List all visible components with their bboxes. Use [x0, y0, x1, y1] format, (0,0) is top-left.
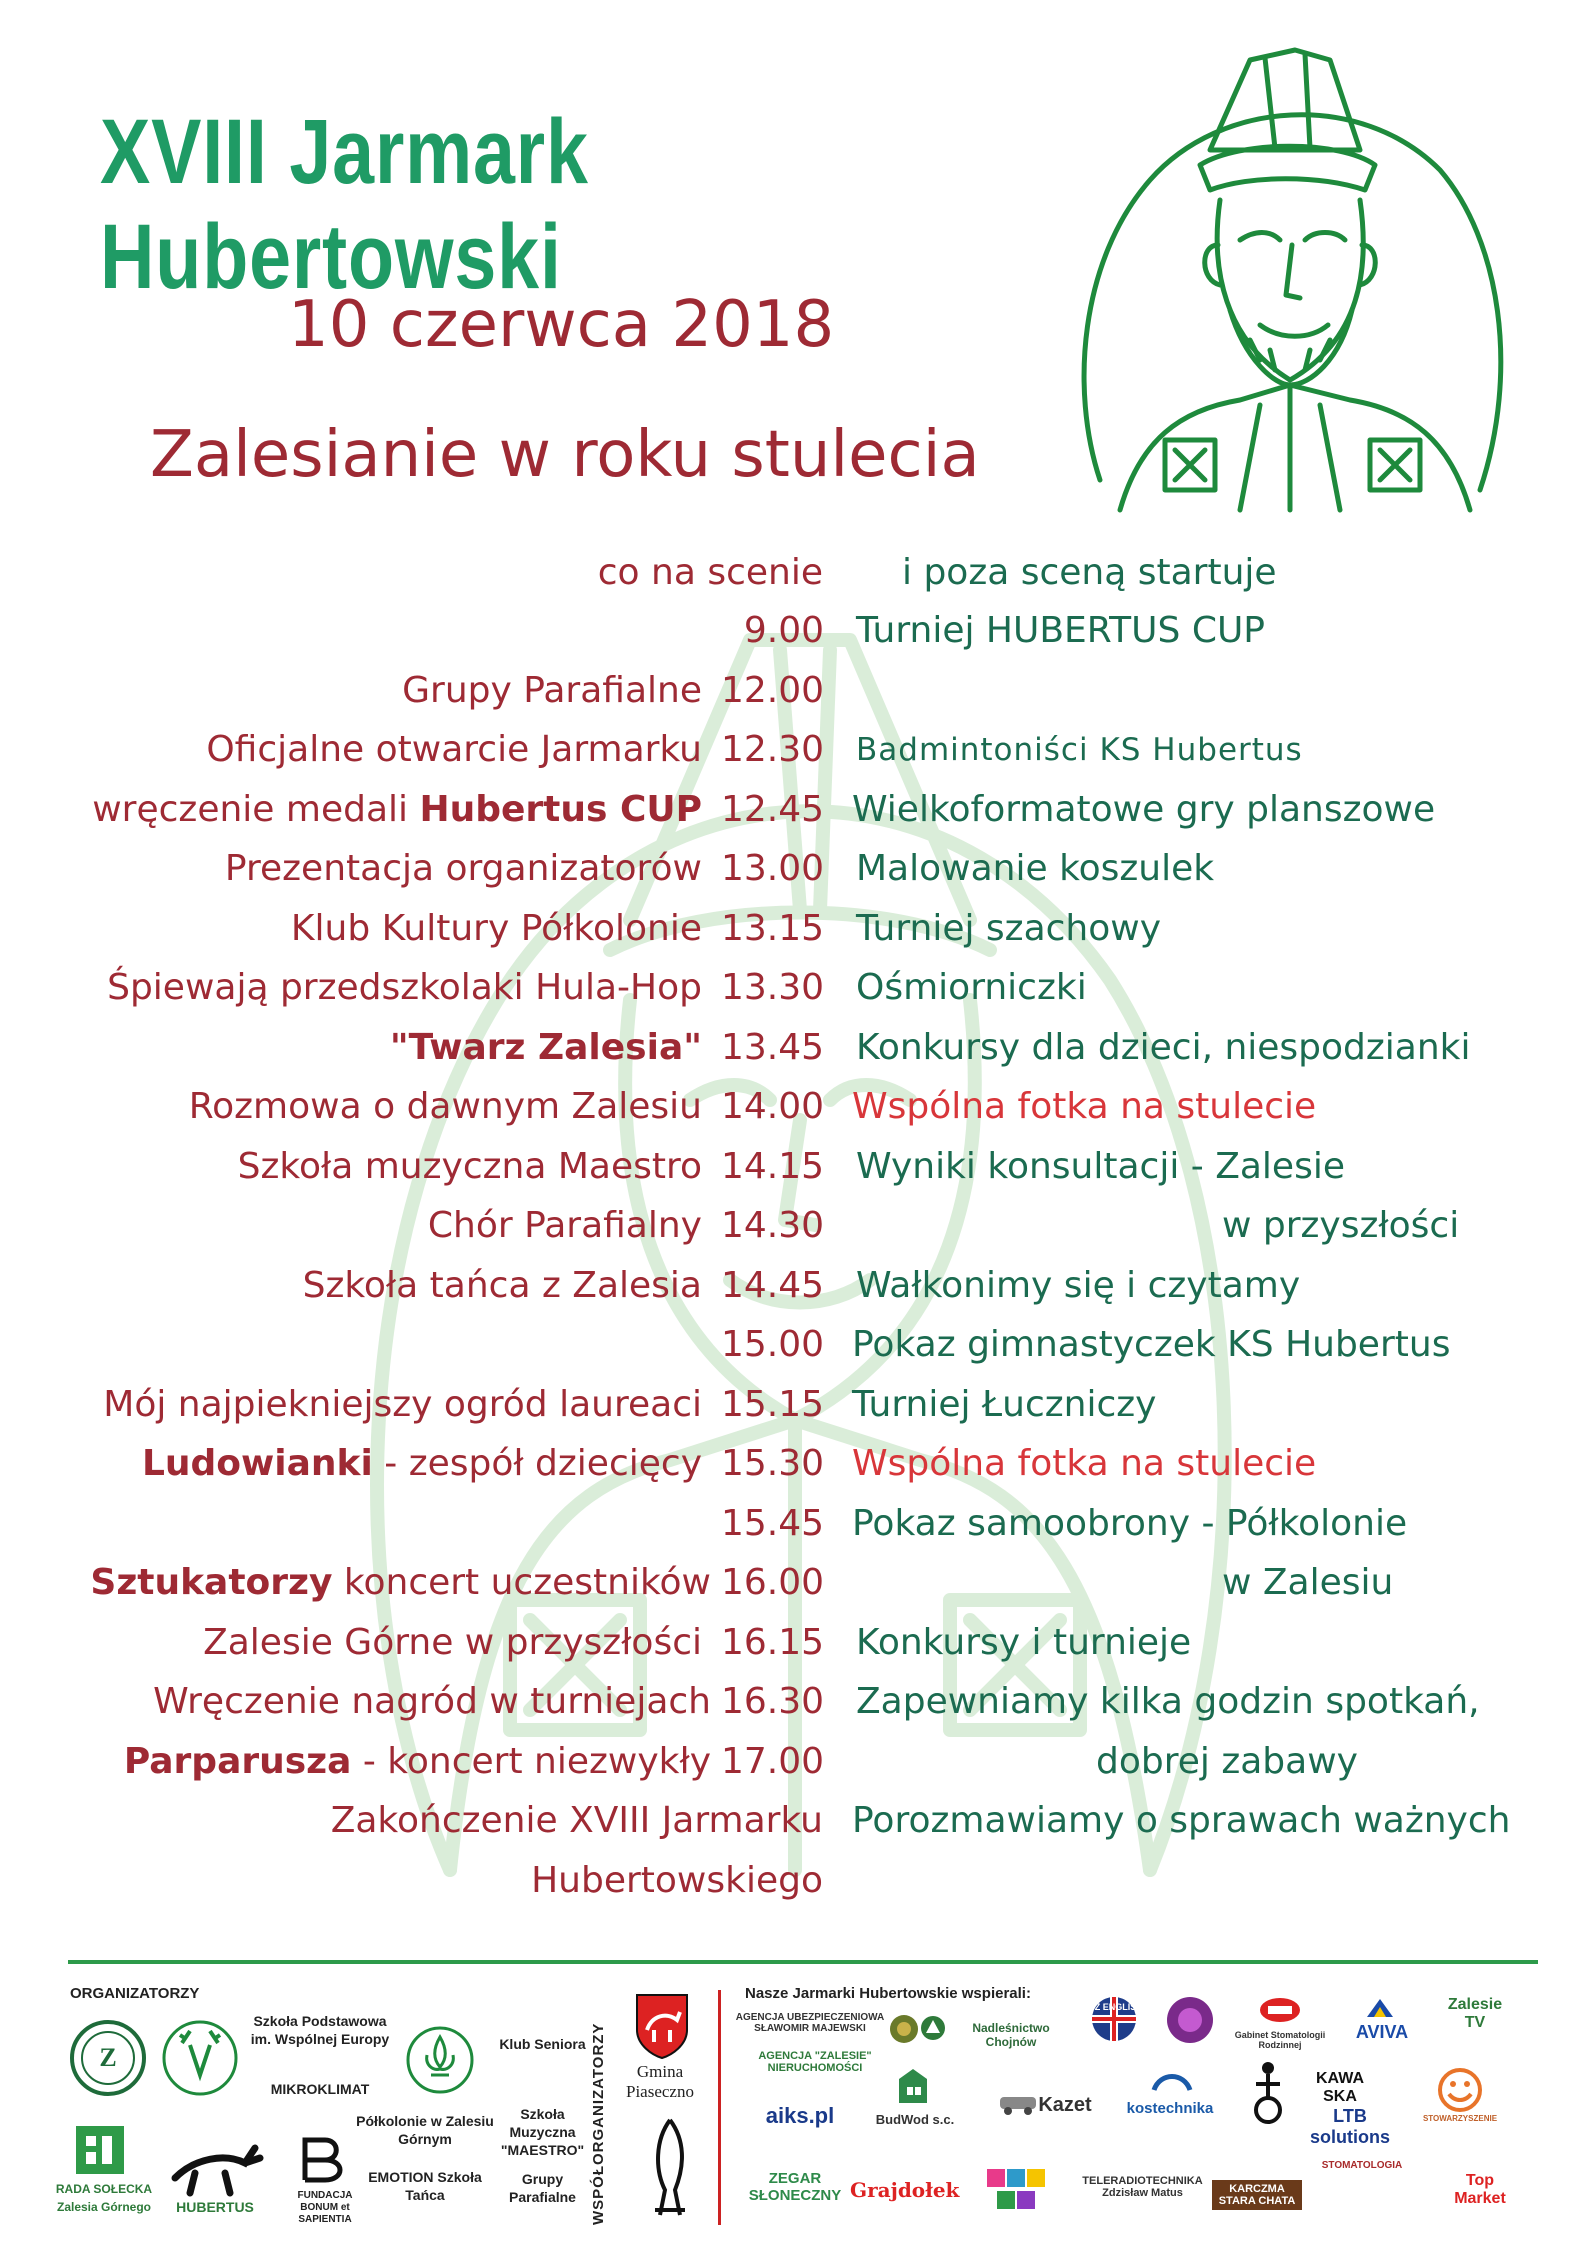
aviva-triangle-icon [1365, 1997, 1395, 2019]
fundacja-label: FUNDACJA BONUM et SAPIENTIA [297, 2190, 353, 2225]
senior-club-label: Klub Seniora [499, 2036, 586, 2052]
sponsor-nadlesnictwo: Nadleśnictwo Chojnów [972, 2021, 1050, 2049]
sponsors-separator [718, 1990, 721, 2225]
schedule-row [0, 839, 1588, 899]
rada-solecka-logo-icon [72, 2122, 128, 2178]
sponsor-kawa: KAWA SKA [1316, 2070, 1364, 2105]
page-title: XVIII Jarmark Hubertowski [100, 101, 589, 308]
schedule-row [0, 1553, 1588, 1613]
mikroklimat-deer-icon [160, 2015, 240, 2101]
event-time: 16.30 [720, 1681, 824, 1722]
stage-event: Szkoła tańca z Zalesia [302, 1264, 702, 1306]
on-stage-header: co na scenie [597, 552, 823, 593]
off-stage-event: Wspólna fotka na stulecie [852, 1443, 1317, 1484]
sponsor-agencja: AGENCJA UBEZPIECZENIOWA SŁAWOMIR MAJEWSKI [735, 2012, 885, 2034]
off-stage-header: i poza sceną startuje [902, 552, 1277, 593]
sponsor-budwod: BudWod s.c. [875, 2112, 955, 2127]
schedule-row [0, 720, 1588, 780]
off-stage-event: Malowanie koszulek [856, 848, 1215, 889]
off-stage-event: w Zalesiu [1222, 1562, 1394, 1603]
sponsor-kazet: Kazet [1038, 2094, 1092, 2116]
stage-event: wręczenie medali Hubertus CUP [92, 788, 702, 830]
event-time: 12.30 [720, 729, 824, 770]
event-time: 12.00 [720, 669, 824, 711]
event-time: 14.45 [720, 1264, 824, 1306]
sponsor-zalesie-nieruchomosci: AGENCJA "ZALESIE" NIERUCHOMOŚCI [758, 2050, 872, 2074]
sponsor-karczma: KARCZMA STARA CHATA [1212, 2180, 1302, 2210]
footer-divider [68, 1960, 1538, 1964]
event-time: 16.15 [720, 1621, 824, 1663]
schedule-row [0, 1434, 1588, 1494]
stage-event: Zalesie Górne w przyszłości [203, 1621, 702, 1663]
event-time: 14.00 [720, 1086, 824, 1127]
stage-event: Parparusza - koncert niezwykły [123, 1740, 711, 1782]
sponsor-zegar: ZEGAR SŁONECZNY [748, 2170, 842, 2204]
smiley-logo-icon [1435, 2068, 1485, 2112]
off-stage-event: Turniej szachowy [856, 907, 1162, 949]
event-time: 14.30 [720, 1205, 824, 1246]
schedule-row [0, 601, 1588, 661]
off-stage-event: Wyniki konsultacji - Zalesie [856, 1145, 1345, 1187]
schedule-row [0, 1018, 1588, 1078]
schedule-row [0, 899, 1588, 959]
polkolonie-label: Półkolonie w Zalesiu Górnym [356, 2113, 494, 2147]
stage-event: Prezentacja organizatorów [224, 848, 702, 889]
toy-blocks-icon [985, 2165, 1065, 2215]
budwod-building-icon [895, 2065, 931, 2105]
quill-figure-icon [640, 2110, 700, 2220]
off-stage-event: dobrej zabawy [1096, 1740, 1358, 1782]
off-stage-event: Ośmiorniczki [856, 967, 1087, 1008]
kostechnika-swirl-icon [1150, 2068, 1194, 2098]
stage-event-highlight: "Twarz Zalesia" [389, 1026, 702, 1068]
unicycle-icon [1250, 2060, 1286, 2124]
agencja-badge-icon [888, 2013, 920, 2045]
stage-event-highlight: Sztukatorzy [90, 1562, 333, 1603]
sponsor-stomatologia: STOMATOLOGIA [1321, 2160, 1403, 2171]
sponsor-kostechnika: kostechnika [1126, 2100, 1214, 2117]
organizers-label: ORGANIZATORZY [70, 1985, 200, 2002]
off-stage-event: Wielkoformatowe gry planszowe [852, 788, 1436, 830]
schedule-row [0, 1196, 1588, 1256]
schedule-row [0, 1256, 1588, 1316]
maestro-school-label: Szkoła Muzyczna "MAESTRO" [500, 2106, 585, 2158]
svg-text:Z: Z [99, 2043, 117, 2072]
off-stage-event: Konkursy i turnieje [856, 1621, 1192, 1663]
schedule-row [0, 1732, 1588, 1792]
event-subtitle: Zalesianie w roku stulecia [150, 418, 980, 492]
sponsor-grajdolek: Grajdołek [850, 2178, 960, 2202]
event-time: 13.45 [720, 1026, 824, 1068]
schedule-row [0, 1494, 1588, 1554]
event-time: 13.15 [720, 907, 824, 949]
rada-round-seal-icon [68, 2018, 148, 2098]
sponsor-gabinet: Gabinet Stomatologii Rodzinnej [1234, 2030, 1326, 2050]
off-stage-event: w przyszłości [1222, 1205, 1460, 1246]
nadlesnictwo-tree-icon [920, 2015, 946, 2041]
off-stage-event: Wspólna fotka na stulecie [852, 1086, 1317, 1127]
stage-event: Szkoła muzyczna Maestro [237, 1145, 702, 1187]
stage-event-highlight: Ludowianki [141, 1443, 373, 1484]
schedule-header-row [0, 543, 1588, 603]
school-name: Szkoła Podstawowa im. Wspólnej Europy [250, 2013, 390, 2047]
schedule-row [0, 1672, 1588, 1732]
stage-event: Śpiewają przedszkolaki Hula-Hop [107, 967, 702, 1008]
stage-event: Chór Parafialny [427, 1205, 702, 1246]
stage-event: Rozmowa o dawnym Zalesiu [188, 1086, 702, 1127]
event-time: 14.15 [720, 1145, 824, 1187]
gabinet-logo-icon [1258, 1996, 1302, 2024]
stage-event: Hubertowskiego [531, 1859, 823, 1901]
sponsor-ltb: LTB solutions [1310, 2106, 1390, 2147]
hubertus-club-label: HUBERTUS [176, 2199, 254, 2215]
gmina-coat-of-arms-icon [632, 1990, 692, 2060]
mikroklimat-label: MIKROKLIMAT [270, 2081, 370, 2097]
stage-event-highlight: Hubertus CUP [419, 788, 702, 830]
schedule-row [0, 1851, 1588, 1911]
schedule-row [0, 1791, 1588, 1851]
purple-badge-icon [1165, 1995, 1215, 2045]
off-stage-event: Zapewniamy kilka godzin spotkań, [856, 1681, 1480, 1722]
stage-event: Grupy Parafialne [402, 669, 702, 711]
event-time: 15.15 [720, 1383, 824, 1425]
stage-event: Klub Kultury Półkolonie [290, 907, 702, 949]
event-time: 16.00 [720, 1562, 824, 1603]
stage-event-highlight: Parparusza [123, 1740, 352, 1782]
off-stage-event: Wałkonimy się i czytamy [856, 1264, 1301, 1306]
scout-lily-icon [405, 2025, 475, 2095]
off-stage-event: Pokaz samoobrony - Półkolonie [852, 1502, 1408, 1544]
schedule-row [0, 1315, 1588, 1375]
fundacja-logo-icon [295, 2130, 355, 2190]
sponsor-top-market: Top Market [1454, 2172, 1506, 2207]
parish-groups-label: Grupy Parafialne [509, 2171, 576, 2205]
stage-event: Mój najpiekniejszy ogród laureaci [103, 1383, 702, 1425]
co-organizers-label: WSPÓŁORGANIZATORZY [590, 2022, 607, 2225]
off-stage-event: Badmintoniści KS Hubertus [856, 732, 1303, 768]
sponsor-az-english: A-Z ENGLISH [1085, 2002, 1143, 2012]
event-time: 17.00 [720, 1740, 824, 1782]
rada-solecka-label: RADA SOŁECKA Zalesia Górnego [55, 2182, 153, 2214]
off-stage-event: Konkursy dla dzieci, niespodzianki [856, 1026, 1471, 1068]
hubertus-deer-logo-icon [165, 2128, 265, 2198]
event-time: 15.30 [720, 1443, 824, 1484]
off-stage-event: Turniej Łuczniczy [852, 1383, 1157, 1425]
event-time: 9.00 [743, 610, 824, 651]
event-time: 13.30 [720, 967, 824, 1008]
schedule-row [0, 1613, 1588, 1673]
schedule-row [0, 780, 1588, 840]
gmina-piaseczno-label: Gmina Piaseczno [626, 2062, 694, 2101]
off-stage-event: Turniej HUBERTUS CUP [856, 610, 1266, 651]
sponsor-aiks: aiks.pl [765, 2103, 835, 2128]
off-stage-event: Pokaz gimnastyczek KS Hubertus [852, 1324, 1451, 1365]
off-stage-event: Porozmawiamy o sprawach ważnych [852, 1800, 1511, 1841]
stage-event: Zakończenie XVIII Jarmarku [330, 1800, 823, 1841]
stage-event: Sztukatorzy koncert uczestników [90, 1562, 711, 1603]
sponsor-aviva: AVIVA [1355, 2022, 1409, 2042]
schedule-row [0, 661, 1588, 721]
event-time: 12.45 [720, 788, 824, 830]
schedule-row [0, 1375, 1588, 1435]
saint-hubert-illustration [1060, 40, 1520, 530]
stage-event: Ludowianki - zespół dziecięcy [141, 1443, 702, 1484]
sponsor-zalesie-tv: Zalesie TV [1447, 1996, 1503, 2031]
schedule-row [0, 1137, 1588, 1197]
stage-event: Wręczenie nagród w turniejach [153, 1681, 711, 1722]
event-date: 10 czerwca 2018 [288, 288, 835, 362]
stage-event [390, 1018, 702, 1078]
event-time: 15.00 [720, 1324, 824, 1365]
stage-event: Oficjalne otwarcie Jarmarku [206, 729, 702, 770]
sponsor-stowarzyszenie: STOWARZYSZENIE [1422, 2114, 1498, 2123]
emotion-label: EMOTION Szkoła Tańca [368, 2169, 482, 2203]
sponsors-label: Nasze Jarmarki Hubertowskie wspierali: [745, 1985, 1031, 2002]
sponsor-teleradio: TELERADIOTECHNIKA Zdzisław Matus [1082, 2175, 1203, 2199]
event-time: 15.45 [720, 1502, 824, 1544]
schedule-row [0, 1077, 1588, 1137]
schedule-row [0, 958, 1588, 1018]
event-time: 13.00 [720, 848, 824, 889]
